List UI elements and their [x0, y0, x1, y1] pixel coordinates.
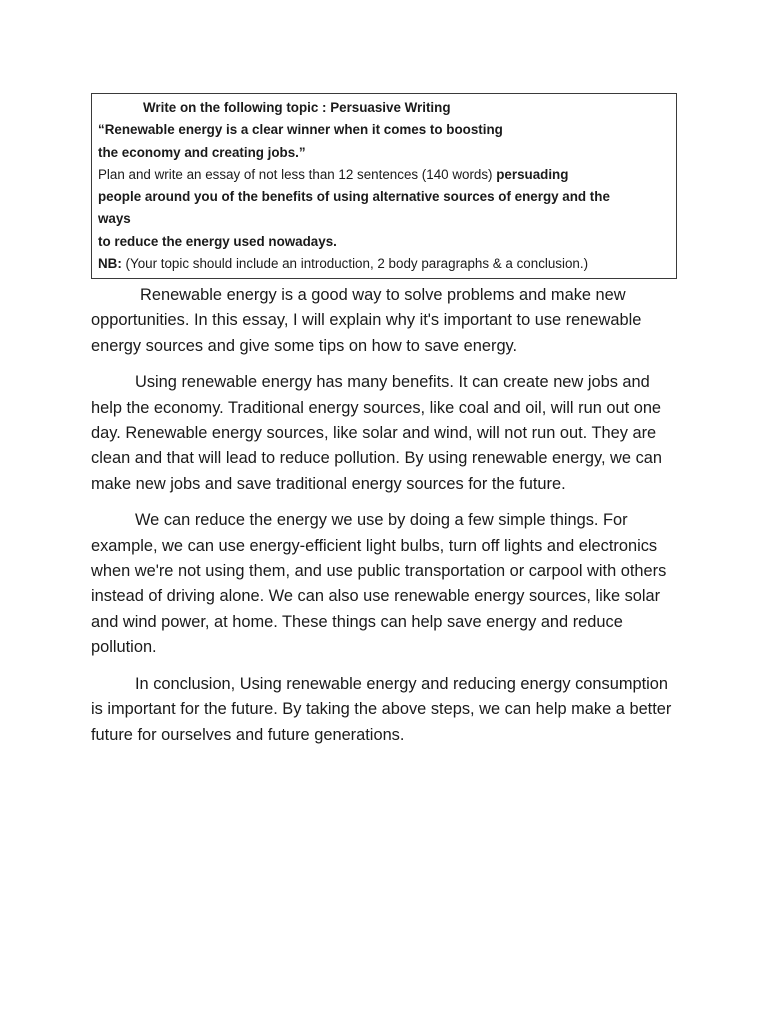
essay-body	[91, 283, 683, 759]
prompt-nb-text: (Your topic should include an introduction, 2 body paragraphs & a conclusion.)	[121, 256, 589, 272]
prompt-bold-line-2: people around you of the benefits of using alternative sources of energy and the	[98, 189, 610, 205]
prompt-instruction-text: Plan and write an essay of not less than 12 sentences (140 words)	[98, 166, 497, 182]
prompt-quote-line-1: “Renewable energy is a clear winner when it comes to boosting	[98, 122, 503, 138]
prompt-bold-line-4: to reduce the energy used nowadays.	[98, 233, 337, 249]
prompt-nb-line	[98, 253, 669, 275]
prompt-instruction-line	[98, 164, 669, 186]
essay-body-paragraph-1: Using renewable energy has many benefits. It can create new jobs and help the economy. Traditional energy sources, like coal and oil, will run out one day. Renewable energy sources, like solar and wind, will not run out. They are clean and that will lead to reduce pollution. By using renewable energy, we can make new jobs and save traditional energy sources for the future.	[91, 373, 662, 493]
prompt-quote-line-2: the economy and creating jobs.”	[98, 144, 306, 160]
prompt-bold-line-3: ways	[98, 211, 131, 227]
prompt-nb-label: NB:	[98, 256, 122, 272]
prompt-heading: Write on the following topic : Persuasive Writing	[143, 100, 451, 115]
writing-prompt-box	[91, 93, 677, 279]
essay-body-paragraph-2: We can reduce the energy we use by doing a few simple things. For example, we can use energy-efficient light bulbs, turn off lights and electronics when we're not using them, and use public transportation or carpool with others instead of driving alone. We can also use renewable energy sources, like solar and wind power, at home. These things can help save energy and reduce pollution.	[91, 511, 667, 657]
essay-conclusion: In conclusion, Using renewable energy and reducing energy consumption is important for the future. By taking the above steps, we can help make a better future for ourselves and future generations.	[91, 674, 672, 744]
essay-introduction: Renewable energy is a good way to solve problems and make new opportunities. In this essay, I will explain why it's important to use renewable energy sources and give some tips on how to save energy.	[91, 286, 642, 355]
prompt-instruction-bold: persuading	[496, 166, 569, 182]
